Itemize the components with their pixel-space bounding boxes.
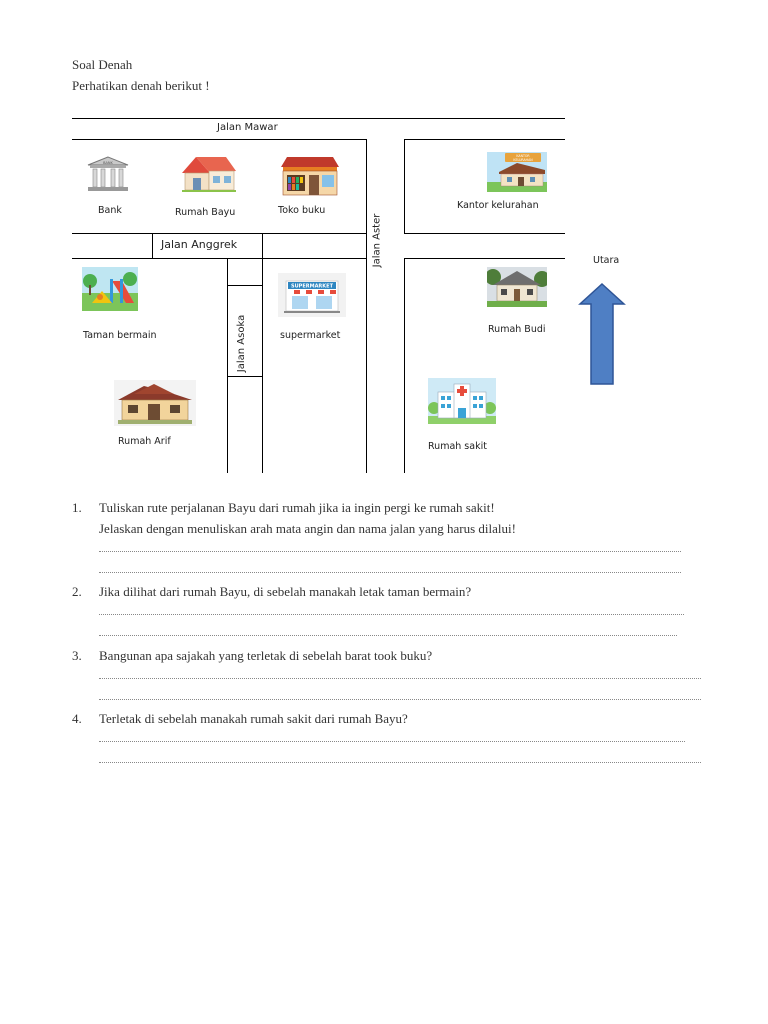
question-text: Terletak di sebelah manakah rumah sakit dari rumah Bayu? (99, 711, 408, 726)
road-asoka-edge-right (262, 258, 263, 473)
answer-line[interactable] (99, 741, 685, 742)
answer-line[interactable] (99, 678, 701, 679)
road-mawar-edge-top (72, 118, 565, 119)
road-mawar-edge-right (404, 139, 565, 140)
label-taman-bermain: Taman bermain (83, 330, 157, 341)
instruction-text: Perhatikan denah berikut ! (72, 78, 210, 93)
bookstore-icon (279, 155, 341, 197)
label-north: Utara (593, 255, 620, 266)
answer-line[interactable] (99, 635, 677, 636)
label-rumah-sakit: Rumah sakit (428, 441, 487, 452)
bank-sign-text: BANK (103, 161, 113, 165)
question-1-line-2 (72, 521, 712, 541)
question-number: 1. (72, 500, 82, 515)
road-label-mawar: Jalan Mawar (217, 122, 278, 133)
road-label-anggrek: Jalan Anggrek (161, 238, 238, 251)
page-title: Soal Denah (72, 57, 133, 72)
road-aster-edge-left (366, 139, 367, 473)
answer-line[interactable] (99, 551, 681, 552)
road-asoka-box-bottom (227, 376, 263, 377)
label-rumah-arif: Rumah Arif (118, 436, 171, 447)
question-text: Jika dilihat dari rumah Bayu, di sebelah manakah letak taman bermain? (99, 584, 472, 599)
road-aster-edge-right-bottom (404, 258, 405, 473)
north-arrow-icon (578, 282, 626, 387)
office-sign-text-2: KELURAHAN (513, 158, 533, 162)
house-icon (180, 155, 238, 193)
house-budi-icon (487, 267, 547, 307)
question-text: Jelaskan dengan menuliskan arah mata angin dan nama jalan yang harus dilalui! (99, 521, 516, 536)
question-number: 2. (72, 584, 82, 599)
question-number: 3. (72, 648, 82, 663)
road-aster-edge-right-top (404, 139, 405, 233)
answer-line[interactable] (99, 572, 681, 573)
supermarket-sign-text: SUPERMARKET (291, 283, 333, 290)
question-1 (72, 500, 712, 520)
hospital-icon (428, 378, 496, 424)
road-right-edge-2 (404, 258, 565, 259)
label-kantor-kelurahan: Kantor kelurahan (457, 200, 539, 211)
question-4 (72, 711, 712, 731)
question-text: Bangunan apa sajakah yang terletak di sebelah barat took buku? (99, 648, 433, 663)
supermarket-icon (278, 273, 346, 317)
question-text: Tuliskan rute perjalanan Bayu dari rumah jika ia ingin pergi ke rumah sakit! (99, 500, 495, 515)
road-label-asoka: Jalan Asoka (236, 314, 248, 373)
road-asoka-edge-left (227, 258, 228, 473)
road-right-edge-1 (404, 233, 565, 234)
label-rumah-budi: Rumah Budi (488, 324, 546, 335)
label-rumah-bayu: Rumah Bayu (175, 207, 236, 218)
office-sign-text-1: KANTOR (516, 154, 530, 158)
bank-icon (86, 155, 130, 193)
answer-line[interactable] (99, 614, 684, 615)
label-supermarket: supermarket (280, 330, 341, 341)
office-icon (487, 152, 547, 192)
label-bank: Bank (98, 205, 122, 216)
road-label-aster: Jalan Aster (371, 213, 383, 268)
playground-icon (82, 267, 138, 311)
road-asoka-box-top (227, 285, 263, 286)
answer-line[interactable] (99, 699, 701, 700)
label-toko-buku: Toko buku (278, 205, 326, 216)
question-3 (72, 648, 712, 668)
answer-line[interactable] (99, 762, 701, 763)
question-number: 4. (72, 711, 82, 726)
question-2 (72, 584, 712, 604)
road-mawar-edge-left (72, 139, 366, 140)
house-arif-icon (114, 380, 196, 426)
